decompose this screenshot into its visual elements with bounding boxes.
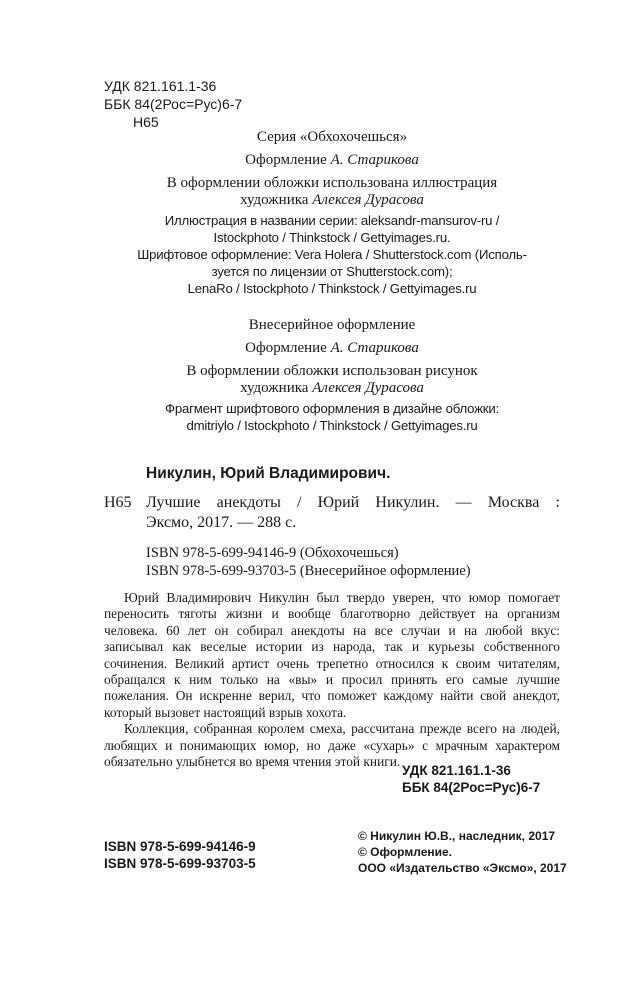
isbn-bottom-2: ISBN 978-5-699-93703-5 [104,856,256,871]
annotation [104,590,560,770]
nonseries-credit-1: Фрагмент шрифтового оформления в дизайне обложки: [165,401,499,416]
nonseries-cover-line2 [104,379,560,397]
nonseries-design-name: А. Старикова [330,340,419,356]
bib-title-line1: Лучшие анекдоты / Юрий Никулин. — Москва : [146,494,560,511]
nonseries-cover-artist: Алексея Дурасова [312,380,424,396]
nonseries-cover-line1: В оформлении обложки использован рисунок [186,363,478,379]
author-heading: Никулин, Юрий Владимирович. [146,465,391,482]
bib-isbn-1: ISBN 978-5-699-94146-9 (Обхохочешься) [146,545,399,561]
nonseries-cover-prefix: художника [240,380,309,396]
series-cover-prefix: художника [240,192,309,208]
annotation-paragraph-1: Юрий Владимирович Никулин был твердо уверен, что юмор помогает переносить тяготы жизни и вообще благотворно действует на организм человека. 60 лет он собирал анекдоты на все случаи и на любой вкус: записывал как веселые истории из народа, так и курьезы собственного сочинения. Великий артист очень трепетно относился к своим читателям, обращался к ним только на «вы» и просил принять его самые лучшие пожелания. Он искренне верил, что поможет каждому найти свой анекдот, который вызовет настоящий взрыв хохота. [104,590,560,720]
series-design-name: А. Старикова [330,152,419,168]
nonseries-credit-2: dmitriylo / Istockphoto / Thinkstock / Gettyimages.ru [186,418,478,433]
copyright-3: ООО «Издательство «Эксмо», 2017 [358,861,567,875]
bbk-bottom: ББК 84(2Рос=Рус)6-7 [402,780,541,795]
isbn-bottom-1: ISBN 978-5-699-94146-9 [104,839,256,854]
series-cover-artist: Алексея Дурасова [312,192,424,208]
series-design-prefix: Оформление [245,152,327,168]
series-credit-4: зуется по лицензии от Shutterstock.com); [211,264,453,279]
series-credit-3: Шрифтовое оформление: Vera Holera / Shutterstock.com (Исполь- [137,247,527,262]
udk-bottom: УДК 821.161.1-36 [402,763,511,778]
nonseries-design-prefix: Оформление [245,340,327,356]
author-mark-top: Н65 [133,114,159,130]
nonseries-design [104,339,560,357]
bib-isbn-2: ISBN 978-5-699-93703-5 (Внесерийное оформление) [146,563,471,579]
series-name: Серия «Обхохочешься» [256,129,408,145]
udk-top: УДК 821.161.1-36 [104,78,217,94]
copyright-1: © Никулин Ю.В., наследник, 2017 [358,829,556,843]
annotation-paragraph-2: Коллекция, собранная королем смеха, рассчитана прежде всего на людей, любящих и понимающих юмор, но даже «сухарь» с мрачным характером обязательно улыбнется во время чтения этой книги. [104,721,560,770]
copyright-2: © Оформление. [358,845,453,859]
series-cover-line2 [104,191,560,209]
nonseries-title: Внесерийное оформление [248,317,416,333]
bib-title-line2: Эксмо, 2017. — 288 с. [146,514,297,531]
series-credit-5: LenaRo / Istockphoto / Thinkstock / Gettyimages.ru [187,281,477,296]
series-credit-2: Istockphoto / Thinkstock / Gettyimages.ru. [213,230,451,245]
series-design [104,151,560,169]
series-credit-1: Иллюстрация в названии серии: aleksandr-mansurov-ru / [164,213,500,228]
series-cover-line1: В оформлении обложки использована иллюстрация [166,175,498,191]
bbk-top: ББК 84(2Рос=Рус)6-7 [104,96,243,112]
bib-author-mark: Н65 [104,494,132,511]
